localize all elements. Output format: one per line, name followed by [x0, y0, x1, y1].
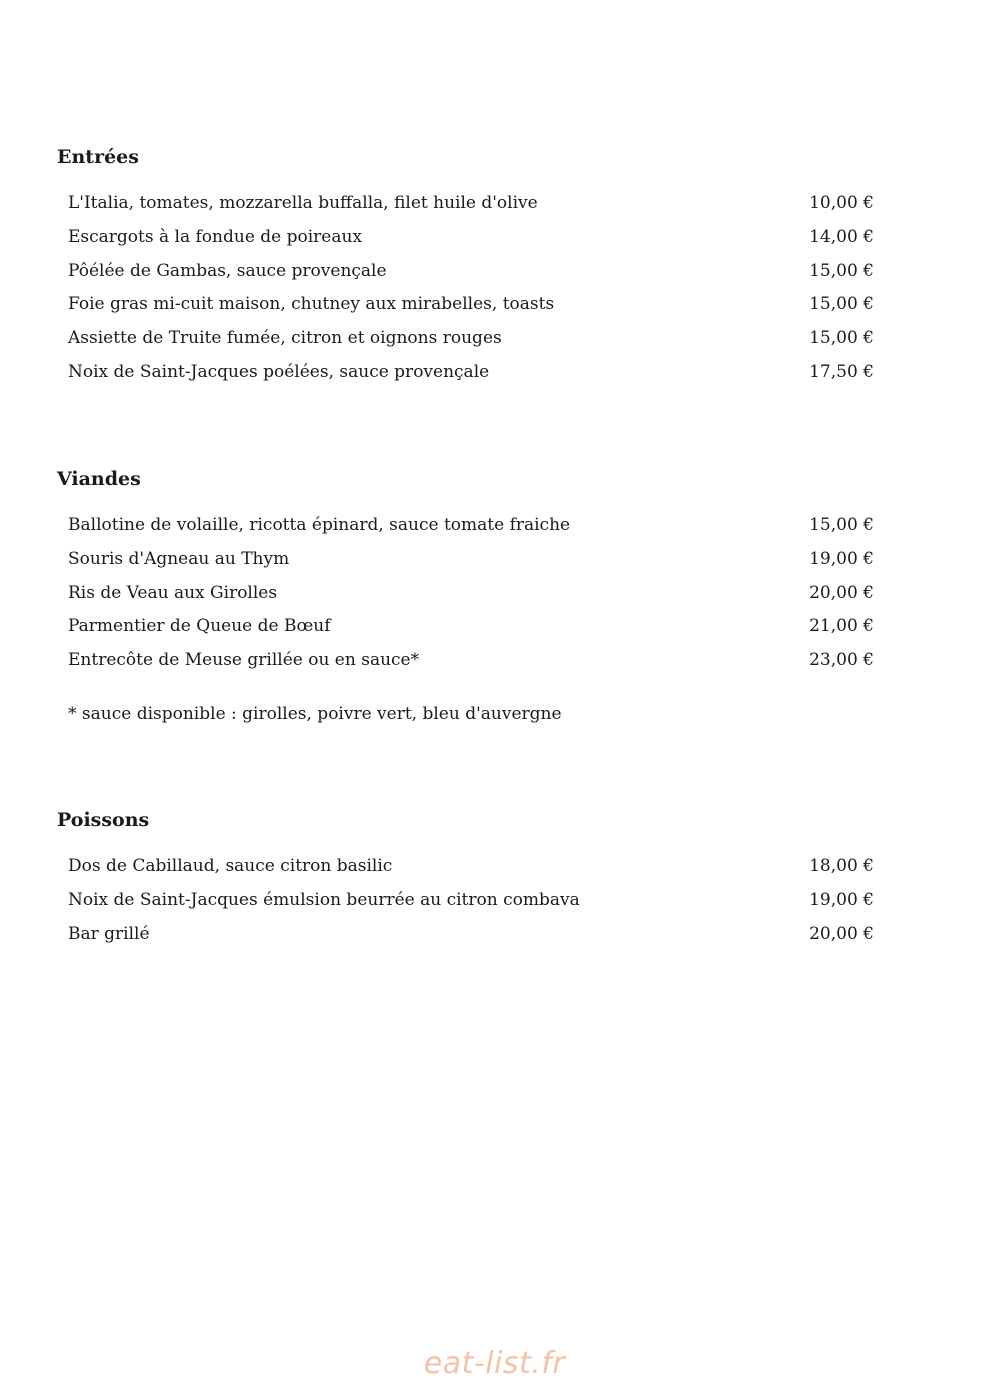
- section-title-entrees: Entrées: [57, 146, 139, 168]
- item-price: 15,00 €: [809, 294, 874, 314]
- section-title-poissons: Poissons: [57, 809, 150, 831]
- menu-item: [68, 888, 874, 912]
- item-name: L'Italia, tomates, mozzarella buffalla, filet huile d'olive: [68, 193, 538, 213]
- menu-item: [68, 259, 874, 283]
- sauce-note: * sauce disponible : girolles, poivre vert, bleu d'auvergne: [68, 704, 562, 724]
- item-price: 17,50 €: [809, 362, 874, 382]
- item-name: Noix de Saint-Jacques poélées, sauce provençale: [68, 362, 490, 382]
- item-name: Parmentier de Queue de Bœuf: [68, 616, 331, 636]
- menu-item: [68, 292, 874, 316]
- item-name: Ballotine de volaille, ricotta épinard, sauce tomate fraiche: [68, 515, 571, 535]
- menu-item: [68, 614, 874, 638]
- item-price: 15,00 €: [809, 261, 874, 281]
- item-price: 23,00 €: [809, 650, 874, 670]
- item-price: 10,00 €: [809, 193, 874, 213]
- item-price: 19,00 €: [809, 549, 874, 569]
- item-price: 15,00 €: [809, 515, 874, 535]
- item-name: Bar grillé: [68, 924, 150, 944]
- section-title-viandes: Viandes: [57, 468, 141, 490]
- menu-item: [68, 922, 874, 946]
- item-name: Pôélée de Gambas, sauce provençale: [68, 261, 387, 281]
- item-name: Foie gras mi-cuit maison, chutney aux mirabelles, toasts: [68, 294, 555, 314]
- item-name: Entrecôte de Meuse grillée ou en sauce*: [68, 650, 420, 670]
- menu-item: [68, 513, 874, 537]
- menu-item: [68, 648, 874, 672]
- menu-item: [68, 547, 874, 571]
- menu-item: [68, 225, 874, 249]
- menu-item: [68, 581, 874, 605]
- item-price: 20,00 €: [809, 583, 874, 603]
- item-price: 20,00 €: [809, 924, 874, 944]
- item-price: 15,00 €: [809, 328, 874, 348]
- item-price: 18,00 €: [809, 856, 874, 876]
- item-name: Souris d'Agneau au Thym: [68, 549, 290, 569]
- item-name: Escargots à la fondue de poireaux: [68, 227, 363, 247]
- menu-item: [68, 191, 874, 215]
- menu-item: [68, 854, 874, 878]
- item-price: 19,00 €: [809, 890, 874, 910]
- item-name: Ris de Veau aux Girolles: [68, 583, 278, 603]
- item-price: 14,00 €: [809, 227, 874, 247]
- item-name: Assiette de Truite fumée, citron et oignons rouges: [68, 328, 502, 348]
- watermark-text: eat-list.fr: [423, 1346, 566, 1381]
- menu-item: [68, 326, 874, 350]
- item-name: Dos de Cabillaud, sauce citron basilic: [68, 856, 393, 876]
- item-name: Noix de Saint-Jacques émulsion beurrée au citron combava: [68, 890, 580, 910]
- menu-item: [68, 360, 874, 384]
- item-price: 21,00 €: [809, 616, 874, 636]
